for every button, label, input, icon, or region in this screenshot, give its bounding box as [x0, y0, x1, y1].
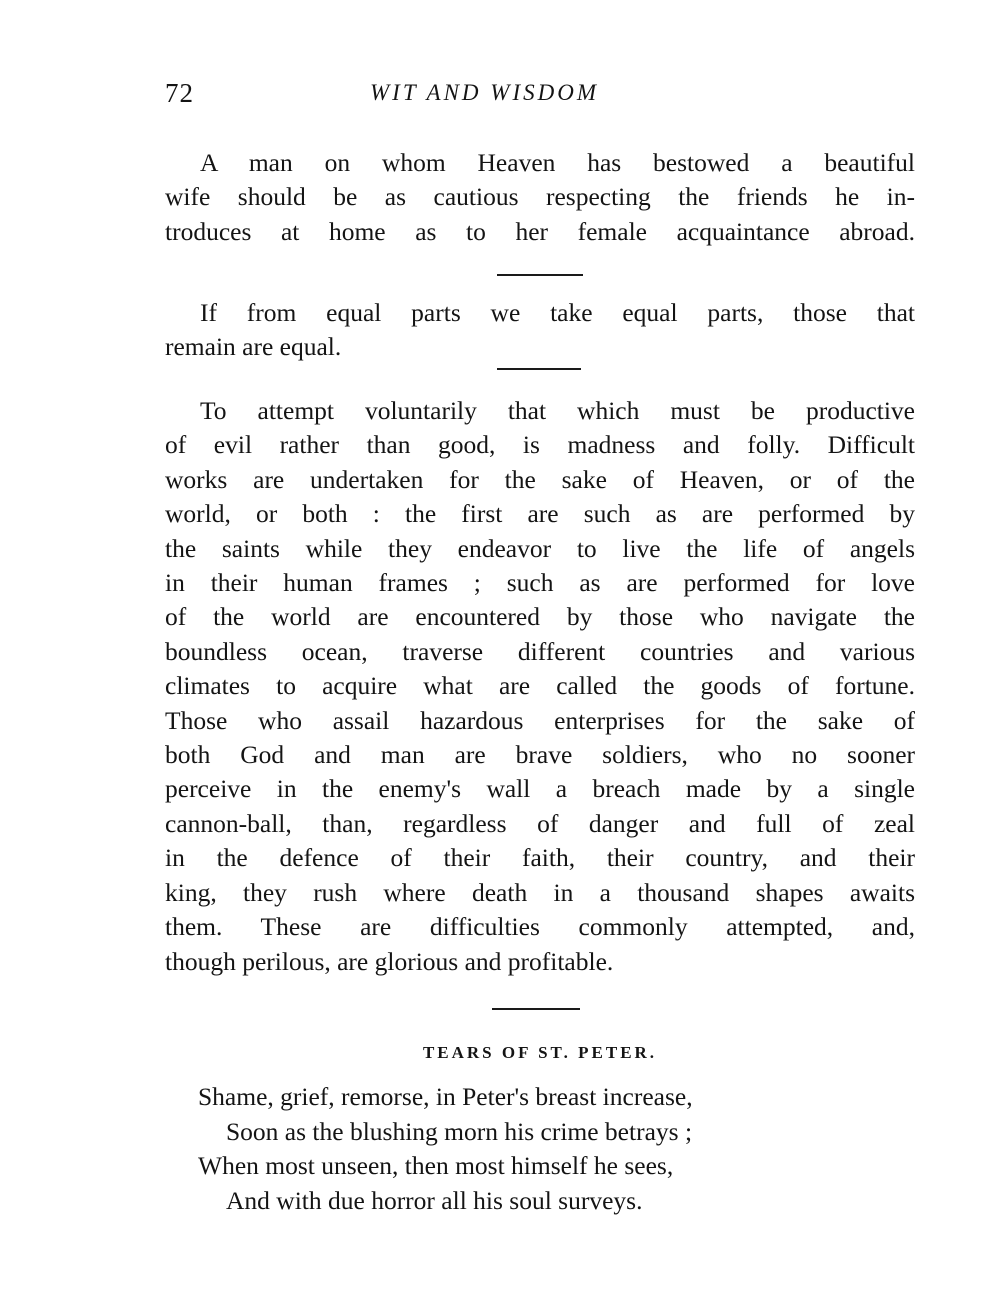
text-line: perceive in the enemy's wall a breach made by a single [165, 774, 915, 804]
poem-verse: Shame, grief, remorse, in Peter's breast increase, [198, 1082, 693, 1111]
text-line: cannon-ball, than, regardless of danger and full of zeal [165, 808, 915, 838]
text-line: A man on whom Heaven has bestowed a beautiful [200, 148, 915, 177]
text-line: though perilous, are glorious and profitable. [165, 946, 614, 976]
text-line: in their human frames ; such as are performed for love [165, 568, 915, 598]
text-line: boundless ocean, traverse different countries and various [165, 636, 915, 666]
text-line: works are undertaken for the sake of Heaven, or of the [165, 464, 915, 494]
text-line: To attempt voluntarily that which must be productive [200, 396, 915, 425]
paragraph-beautiful-wife [165, 146, 915, 249]
text-line: If from equal parts we take equal parts, those that [200, 298, 915, 327]
paragraph-difficult-works [165, 394, 915, 979]
text-line: of evil rather than good, is madness and folly. Difficult [165, 430, 915, 460]
text-line: world, or both : the first are such as are performed by [165, 499, 915, 529]
poem-title: TEARS OF ST. PETER. [422, 1043, 658, 1062]
text-line: both God and man are brave soldiers, who no sooner [165, 740, 915, 770]
paragraph-equal-parts [165, 296, 915, 365]
section-divider [492, 1008, 580, 1010]
text-line: in the defence of their faith, their country, and their [165, 843, 915, 873]
text-line: climates to acquire what are called the goods of fortune. [165, 671, 915, 701]
text-line: king, they rush where death in a thousand shapes awaits [165, 877, 915, 907]
text-line: them. These are difficulties commonly attempted, and, [165, 912, 915, 942]
poem-verse: Soon as the blushing morn his crime betrays ; [226, 1116, 693, 1146]
text-line: wife should be as cautious respecting the friends he in- [165, 182, 915, 212]
running-head [165, 78, 915, 118]
text-line: the saints while they endeavor to live the life of angels [165, 533, 915, 563]
running-title: WIT AND WISDOM [370, 80, 599, 105]
page-number: 72 [165, 78, 194, 108]
poem-stanza [198, 1080, 693, 1218]
section-divider [497, 274, 583, 276]
poem-verse: And with due horror all his soul surveys. [226, 1185, 643, 1215]
text-line: troduces at home as to her female acquaintance abroad. [165, 216, 915, 246]
text-line: of the world are encountered by those who navigate the [165, 602, 915, 632]
text-line: remain are equal. [165, 332, 342, 362]
section-divider [497, 368, 581, 370]
text-line: Those who assail hazardous enterprises for the sake of [165, 705, 915, 735]
poem-verse: When most unseen, then most himself he sees, [198, 1151, 674, 1180]
